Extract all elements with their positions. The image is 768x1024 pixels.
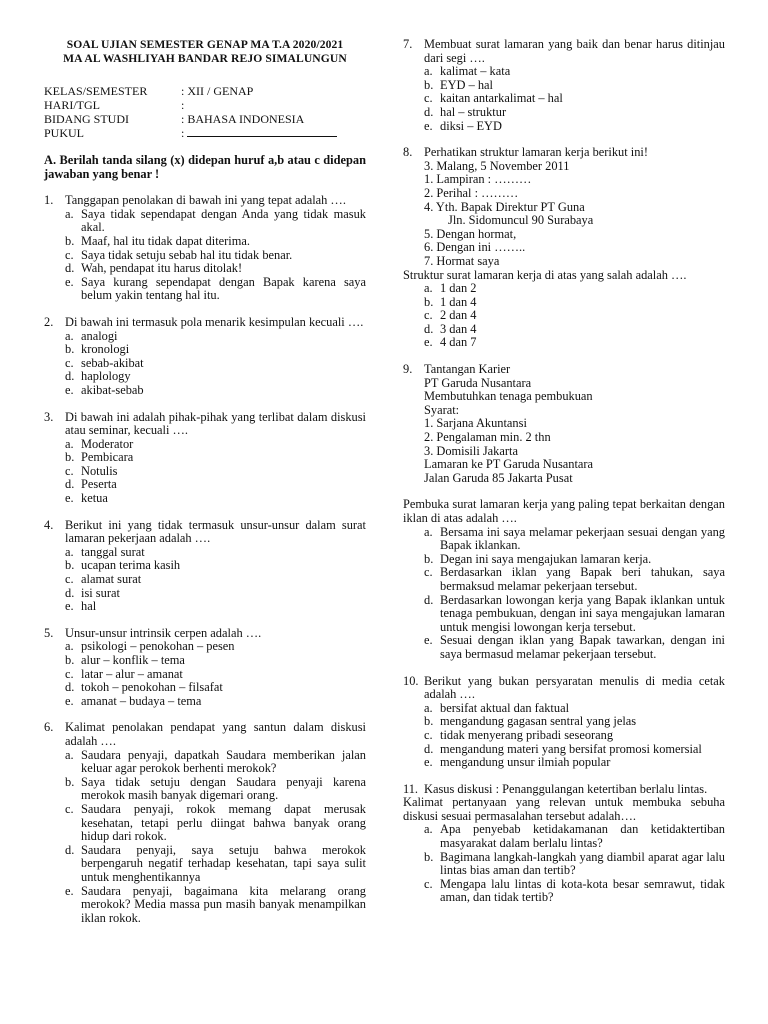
option-list — [65, 546, 366, 614]
answer-option — [65, 492, 366, 506]
option-text: sebab-akibat — [81, 355, 144, 370]
answer-option — [424, 553, 725, 567]
answer-option — [65, 668, 366, 682]
question-number: 2. — [44, 314, 54, 329]
question-stem — [44, 721, 366, 748]
option-list — [65, 208, 366, 303]
job-ad-line: Membutuhkan tenaga pembukuan — [424, 389, 593, 404]
option-list — [65, 640, 366, 708]
question-stem — [403, 363, 725, 377]
question-stem — [44, 316, 366, 330]
answer-option — [65, 438, 366, 452]
answer-option — [65, 343, 366, 357]
option-text: Apa penyebab ketidakamanan dan ketidaktertiban masyarakat dalam berlalu lintas? — [440, 822, 725, 851]
option-letter: d. — [424, 592, 434, 607]
question-number: 5. — [44, 625, 54, 640]
option-text: analogi — [81, 328, 118, 343]
question-9 — [403, 363, 725, 661]
option-letter: a. — [424, 64, 433, 79]
option-letter: a. — [65, 544, 74, 559]
option-letter: c. — [424, 876, 433, 891]
option-letter: a. — [65, 747, 74, 762]
option-letter: a. — [424, 822, 433, 837]
option-text: Degan ini saya mengajukan lamaran kerja. — [440, 551, 652, 566]
info-value: : — [181, 98, 185, 112]
option-text: kaitan antarkalimat – hal — [440, 91, 563, 106]
option-letter: e. — [424, 335, 433, 350]
option-letter: b. — [424, 714, 434, 729]
option-letter: e. — [424, 755, 433, 770]
option-text: akibat-sebab — [81, 382, 144, 397]
question-text: Membuat surat lamaran yang baik dan benar harus ditinjau dari segi …. — [424, 37, 725, 65]
answer-option — [424, 79, 725, 93]
option-text: Peserta — [81, 477, 117, 492]
option-letter: b. — [65, 450, 75, 465]
answer-option — [424, 309, 725, 323]
question-11 — [403, 783, 725, 905]
option-letter: e. — [424, 633, 433, 648]
answer-option — [65, 208, 366, 235]
option-text: bersifat aktual dan faktual — [440, 700, 570, 715]
answer-option — [424, 729, 725, 743]
option-letter: d. — [424, 104, 434, 119]
header-line-1: SOAL UJIAN SEMESTER GENAP MA T.A 2020/2021 — [66, 38, 344, 51]
option-text: haplology — [81, 369, 131, 384]
instruction: A. Berilah tanda silang (x) didepan huruf a,b atau c didepan jawaban yang benar ! — [44, 153, 366, 181]
info-label: PUKUL — [44, 126, 85, 140]
option-text: mengandung gagasan sentral yang jelas — [440, 714, 637, 729]
job-ad-line: 3. Domisili Jakarta — [424, 443, 518, 458]
answer-option — [65, 600, 366, 614]
answer-option — [65, 640, 366, 654]
question-text: Berikut ini yang tidak termasuk unsur-unsur dalam surat lamaran pekerjaan adalah …. — [65, 517, 366, 546]
option-letter: b. — [65, 342, 75, 357]
info-row — [44, 98, 366, 112]
option-letter: c. — [65, 801, 74, 816]
option-text: tokoh – penokohan – filsafat — [81, 680, 223, 695]
answer-option — [424, 323, 725, 337]
question-text: Perhatikan struktur lamaran kerja berikut ini! — [424, 145, 648, 160]
answer-option — [424, 566, 725, 593]
option-text: 1 dan 4 — [440, 294, 477, 309]
option-letter: c. — [424, 308, 433, 323]
question-stem — [44, 519, 366, 546]
option-text: Mengapa lalu lintas di kota-kota besar semrawut, tidak aman, dan tidak tertib? — [440, 876, 725, 905]
answer-option — [65, 587, 366, 601]
question-stem — [44, 411, 366, 438]
option-letter: a. — [424, 281, 433, 296]
letter-structure-line: 2. Perihal : ……… — [424, 185, 519, 200]
option-list — [424, 702, 725, 770]
option-text: isi surat — [81, 585, 120, 600]
option-text: amanat – budaya – tema — [81, 693, 202, 708]
option-letter: e. — [65, 274, 74, 289]
option-letter: a. — [424, 700, 433, 715]
option-letter: a. — [65, 639, 74, 654]
blank-line — [187, 126, 337, 137]
question-text: Pembuka surat lamaran kerja yang paling tepat berkaitan dengan iklan di atas adalah …. — [403, 497, 725, 525]
answer-option — [424, 282, 725, 296]
answer-option — [65, 654, 366, 668]
answer-option — [424, 120, 725, 134]
letter-structure-line: 1. Lampiran : ……… — [424, 172, 532, 187]
option-text: 2 dan 4 — [440, 308, 477, 323]
question-number: 3. — [44, 409, 54, 424]
question-text: Di bawah ini termasuk pola menarik kesimpulan kecuali …. — [65, 314, 364, 329]
answer-option — [424, 823, 725, 850]
answer-option — [65, 803, 366, 844]
answer-option — [65, 749, 366, 776]
question-3 — [44, 411, 366, 506]
option-letter: a. — [65, 436, 74, 451]
answer-option — [424, 715, 725, 729]
letter-structure-line: 6. Dengan ini …….. — [424, 240, 526, 255]
answer-option — [65, 451, 366, 465]
question-text: Tantangan Karier — [424, 362, 511, 377]
answer-option — [65, 370, 366, 384]
job-ad-line: PT Garuda Nusantara — [424, 375, 532, 390]
question-number: 10. — [403, 673, 419, 688]
answer-option — [424, 65, 725, 79]
question-text: Kasus diskusi : Penanggulangan ketertiban berlalu lintas. — [424, 781, 708, 796]
option-text: mengandung materi yang bersifat promosi komersial — [440, 741, 702, 756]
question-stem — [403, 38, 725, 65]
answer-option — [65, 384, 366, 398]
option-text: psikologi – penokohan – pesen — [81, 639, 235, 654]
left-question-list — [44, 194, 366, 925]
info-row — [44, 84, 366, 98]
answer-option — [424, 634, 725, 661]
answer-option — [424, 851, 725, 878]
option-list — [424, 65, 725, 133]
answer-option — [65, 573, 366, 587]
option-text: ucapan terima kasih — [81, 558, 181, 573]
answer-option — [65, 330, 366, 344]
option-letter: b. — [65, 558, 75, 573]
option-text: Saudara penyaji, dapatkah Saudara memberikan jalan keluar agar perokok berhenti merokok? — [81, 747, 366, 776]
option-text: Saya tidak sependapat dengan Anda yang tidak masuk akal. — [81, 206, 366, 235]
answer-option — [65, 844, 366, 885]
letter-structure-line: 3. Malang, 5 November 2011 — [424, 158, 570, 173]
option-letter: d. — [65, 842, 75, 857]
answer-option — [65, 262, 366, 276]
answer-option — [424, 743, 725, 757]
question-text: Di bawah ini adalah pihak-pihak yang terlibat dalam diskusi atau seminar, kecuali …. — [65, 409, 366, 438]
option-list — [65, 438, 366, 506]
question-2 — [44, 316, 366, 398]
option-letter: a. — [65, 206, 74, 221]
question-1 — [44, 194, 366, 303]
question-text: Unsur-unsur intrinsik cerpen adalah …. — [65, 625, 262, 640]
option-text: ketua — [81, 491, 108, 506]
option-text: 1 dan 2 — [440, 281, 477, 296]
letter-structure-line: 4. Yth. Bapak Direktur PT Guna — [424, 199, 585, 214]
option-text: tidak menyerang pribadi seseorang — [440, 727, 614, 742]
question-10 — [403, 675, 725, 770]
option-text: Moderator — [81, 436, 134, 451]
answer-option — [424, 594, 725, 635]
info-label: KELAS/SEMESTER — [44, 84, 148, 98]
option-letter: e. — [424, 118, 433, 133]
question-text: Kalimat pertanyaan yang relevan untuk membuka sebuha diskusi sesuai permasalahan tersebut adalah…. — [403, 795, 725, 823]
question-number: 7. — [403, 37, 413, 51]
answer-option — [424, 92, 725, 106]
question-number: 6. — [44, 720, 54, 735]
job-ad-line: 1. Sarjana Akuntansi — [424, 416, 527, 431]
question-8 — [403, 146, 725, 350]
answer-option — [65, 357, 366, 371]
option-text: Bagimana langkah-langkah yang diambil aparat agar lalu lintas bias aman dan tertib? — [440, 849, 725, 878]
job-ad-line: Jalan Garuda 85 Jakarta Pusat — [424, 470, 573, 485]
question-text: Kalimat penolakan pendapat yang santun dalam diskusi adalah …. — [65, 720, 366, 748]
question-7 — [403, 38, 725, 133]
answer-option — [65, 681, 366, 695]
option-text: 4 dan 7 — [440, 335, 477, 350]
option-text: Saudara penyaji, saya setuju bahwa merokok berpengaruh negatif terhadap kesehatan, tapi saya sulit untuk menghentikannya — [81, 842, 366, 884]
info-value-text: : — [181, 126, 185, 140]
option-text: Saya tidak setuju sebab hal itu tidak benar. — [81, 247, 293, 262]
answer-option — [65, 885, 366, 926]
option-letter: a. — [65, 328, 74, 343]
option-list — [424, 823, 725, 905]
option-letter: d. — [65, 585, 75, 600]
option-letter: b. — [424, 849, 434, 864]
question-stem — [403, 675, 725, 702]
header-line-2: MA AL WASHLIYAH BANDAR REJO SIMALUNGUN — [63, 52, 347, 65]
option-text: diksi – EYD — [440, 118, 502, 133]
option-letter: b. — [65, 653, 75, 667]
job-ad-line: Syarat: — [424, 402, 460, 417]
question-6 — [44, 721, 366, 925]
info-value: : XII / GENAP — [181, 84, 254, 98]
question-text: Struktur surat lamaran kerja di atas yang salah adalah …. — [403, 267, 687, 282]
option-text: Maaf, hal itu tidak dapat diterima. — [81, 233, 250, 248]
option-text: alur – konflik – tema — [81, 653, 185, 667]
option-letter: c. — [65, 463, 74, 478]
question-stem — [44, 194, 366, 208]
option-text: Pembicara — [81, 450, 134, 465]
option-letter: c. — [65, 355, 74, 370]
option-letter: b. — [424, 551, 434, 566]
option-text: kalimat – kata — [440, 64, 511, 79]
option-text: Wah, pendapat itu harus ditolak! — [81, 261, 243, 276]
question-number: 11. — [403, 781, 419, 796]
option-letter: e. — [65, 883, 74, 898]
option-text: Saudara penyaji, bagaimana kita melarang orang merokok? Media massa pun masih banyak menampilkan iklan rokok. — [81, 883, 366, 925]
option-text: Notulis — [81, 463, 118, 478]
letter-structure-line: Jln. Sidomuncul 90 Surabaya — [448, 213, 594, 228]
question-stem — [403, 146, 725, 160]
answer-option — [65, 276, 366, 303]
info-label: HARI/TGL — [44, 98, 100, 112]
job-ad-line: Lamaran ke PT Garuda Nusantara — [424, 457, 594, 472]
option-letter: c. — [65, 572, 74, 587]
option-text: Sesuai dengan iklan yang Bapak tawarkan, dengan ini saya bermasud melamar pekerjaan tersebut. — [440, 633, 725, 661]
option-letter: a. — [424, 524, 433, 539]
question-5 — [44, 627, 366, 709]
option-text: kronologi — [81, 342, 130, 357]
left-column — [44, 38, 366, 925]
letter-structure-line: 7. Hormat saya — [424, 253, 500, 268]
info-value — [181, 126, 366, 140]
option-text: hal — [81, 599, 97, 614]
option-letter: e. — [65, 491, 74, 506]
answer-option — [424, 526, 725, 553]
option-text: EYD – hal — [440, 77, 493, 92]
option-text: mengandung unsur ilmiah popular — [440, 755, 611, 770]
option-text: tanggal surat — [81, 544, 145, 559]
question-stem — [44, 627, 366, 641]
option-list — [424, 282, 725, 350]
info-row — [44, 126, 366, 140]
option-letter: c. — [424, 565, 433, 580]
option-text: 3 dan 4 — [440, 321, 477, 336]
option-list — [65, 749, 366, 926]
option-list — [424, 526, 725, 662]
option-text: Saudara penyaji, rokok memang dapat merusak kesehatan, tetapi perlu diingat bahwa banyak orang hidup dari rokok. — [81, 801, 366, 844]
option-letter: c. — [424, 727, 433, 742]
option-text: Bersama ini saya melamar pekerjaan sesuai dengan yang Bapak iklankan. — [440, 524, 725, 553]
question-number: 8. — [403, 145, 413, 160]
option-letter: d. — [65, 680, 75, 695]
answer-option — [424, 878, 725, 905]
answer-option — [424, 702, 725, 716]
option-text: hal – struktur — [440, 104, 507, 119]
option-letter: d. — [424, 321, 434, 336]
option-letter: d. — [65, 477, 75, 492]
answer-option — [65, 546, 366, 560]
option-letter: e. — [65, 599, 74, 614]
question-number: 1. — [44, 193, 54, 208]
question-4 — [44, 519, 366, 614]
option-letter: c. — [65, 247, 74, 262]
option-letter: b. — [424, 77, 434, 92]
option-letter: e. — [65, 382, 74, 397]
question-stem — [403, 783, 725, 797]
option-text: Saya kurang sependapat dengan Bapak karena saya belum yakin tentang hal itu. — [81, 274, 366, 303]
option-letter: e. — [65, 693, 74, 708]
answer-option — [65, 776, 366, 803]
option-text: Berdasarkan lowongan kerja yang Bapak iklankan untuk tenaga pembukuan, dengan ini saya mengajukan lamaran untuk mengisi lowongan kerja tersebut. — [440, 592, 725, 634]
answer-option — [65, 235, 366, 249]
option-letter: d. — [65, 261, 75, 276]
option-letter: d. — [65, 369, 75, 384]
option-letter: b. — [424, 294, 434, 309]
answer-option — [65, 465, 366, 479]
question-number: 9. — [403, 362, 413, 377]
exam-info — [44, 84, 366, 140]
option-letter: b. — [65, 233, 75, 248]
answer-option — [65, 559, 366, 573]
answer-option — [65, 695, 366, 709]
option-text: alamat surat — [81, 572, 142, 587]
option-letter: d. — [424, 741, 434, 756]
option-text: latar – alur – amanat — [81, 666, 183, 681]
exam-header — [44, 38, 366, 66]
option-letter: c. — [65, 666, 74, 681]
answer-option — [424, 296, 725, 310]
option-list — [65, 330, 366, 398]
question-text: Tanggapan penolakan di bawah ini yang tepat adalah …. — [65, 193, 346, 208]
job-ad-line: 2. Pengalaman min. 2 thn — [424, 430, 551, 445]
right-column — [403, 38, 725, 905]
answer-option — [424, 336, 725, 350]
letter-structure-line: 5. Dengan hormat, — [424, 226, 517, 241]
question-number: 4. — [44, 517, 54, 532]
info-label: BIDANG STUDI — [44, 112, 129, 126]
option-letter: b. — [65, 774, 75, 789]
option-letter: c. — [424, 91, 433, 106]
question-text: Berikut yang bukan persyaratan menulis di media cetak adalah …. — [424, 673, 725, 702]
info-value: : BAHASA INDONESIA — [181, 112, 305, 126]
option-text: Berdasarkan iklan yang Bapak beri tahukan, saya bermaksud melamar pekerjaan tersebut. — [440, 565, 725, 593]
answer-option — [424, 756, 725, 770]
info-row — [44, 112, 366, 126]
answer-option — [424, 106, 725, 120]
option-text: Saya tidak setuju dengan Saudara penyaji karena merokok masih banyak digemari orang. — [81, 774, 366, 803]
answer-option — [65, 249, 366, 263]
answer-option — [65, 478, 366, 492]
